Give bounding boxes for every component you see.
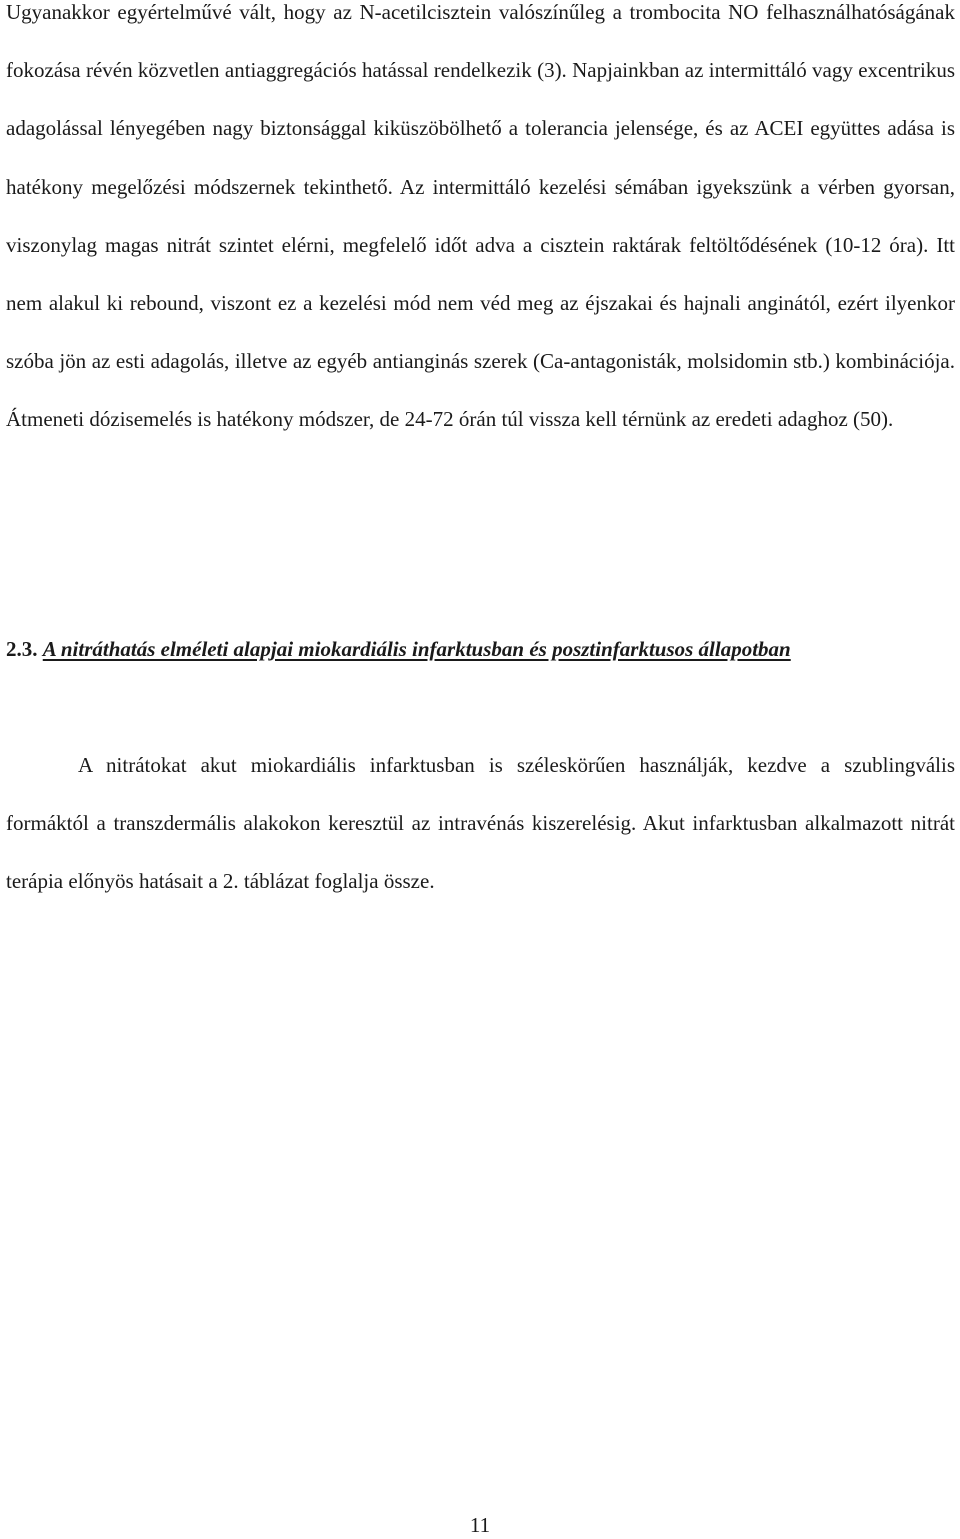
section-title: A nitráthatás elméleti alapjai miokardiális infarktusban és posztinfarktusos állapotban [42,637,791,661]
page-number: 11 [469,1513,491,1537]
section-number: 2.3. [6,637,38,661]
section-heading [6,620,955,678]
body-paragraph-2: A nitrátokat akut miokardiális infarktusban is széleskörűen használják, kezdve a szublingvális formáktól a transzdermális alakokon keresztül az intravénás kiszerelésig. Akut infarktusban alkalmazott nitrát terápia előnyös hatásait a 2. táblázat foglalja össze. [6,753,955,894]
body-paragraph-1: Ugyanakkor egyértelművé vált, hogy az N-acetilcisztein valószínűleg a trombocita NO felhasználhatóságának fokozása révén közvetlen antiaggregációs hatással rendelkezik (3). Napjainkban az intermittáló vagy excentrikus adagolással lényegében nagy biztonsággal kiküszöbölhető a tolerancia jelensége, és az ACEI együttes adása is hatékony megelőzési módszernek tekinthető. Az intermittáló kezelési sémában igyekszünk a vérben gyorsan, viszonylag magas nitrát szintet elérni, megfelelő időt adva a cisztein raktárak feltöltődésének (10-12 óra). Itt nem alakul ki rebound, viszont ez a kezelési mód nem véd meg az éjszakai és hajnali anginától, ezért ilyenkor szóba jön az esti adagolás, illetve az egyéb antianginás szerek (Ca-antagonisták, molsidomin stb.) kombinációja. Átmeneti dózisemelés is hatékony módszer, de 24-72 órán túl vissza kell térnünk az eredeti adaghoz (50). [6,0,955,432]
